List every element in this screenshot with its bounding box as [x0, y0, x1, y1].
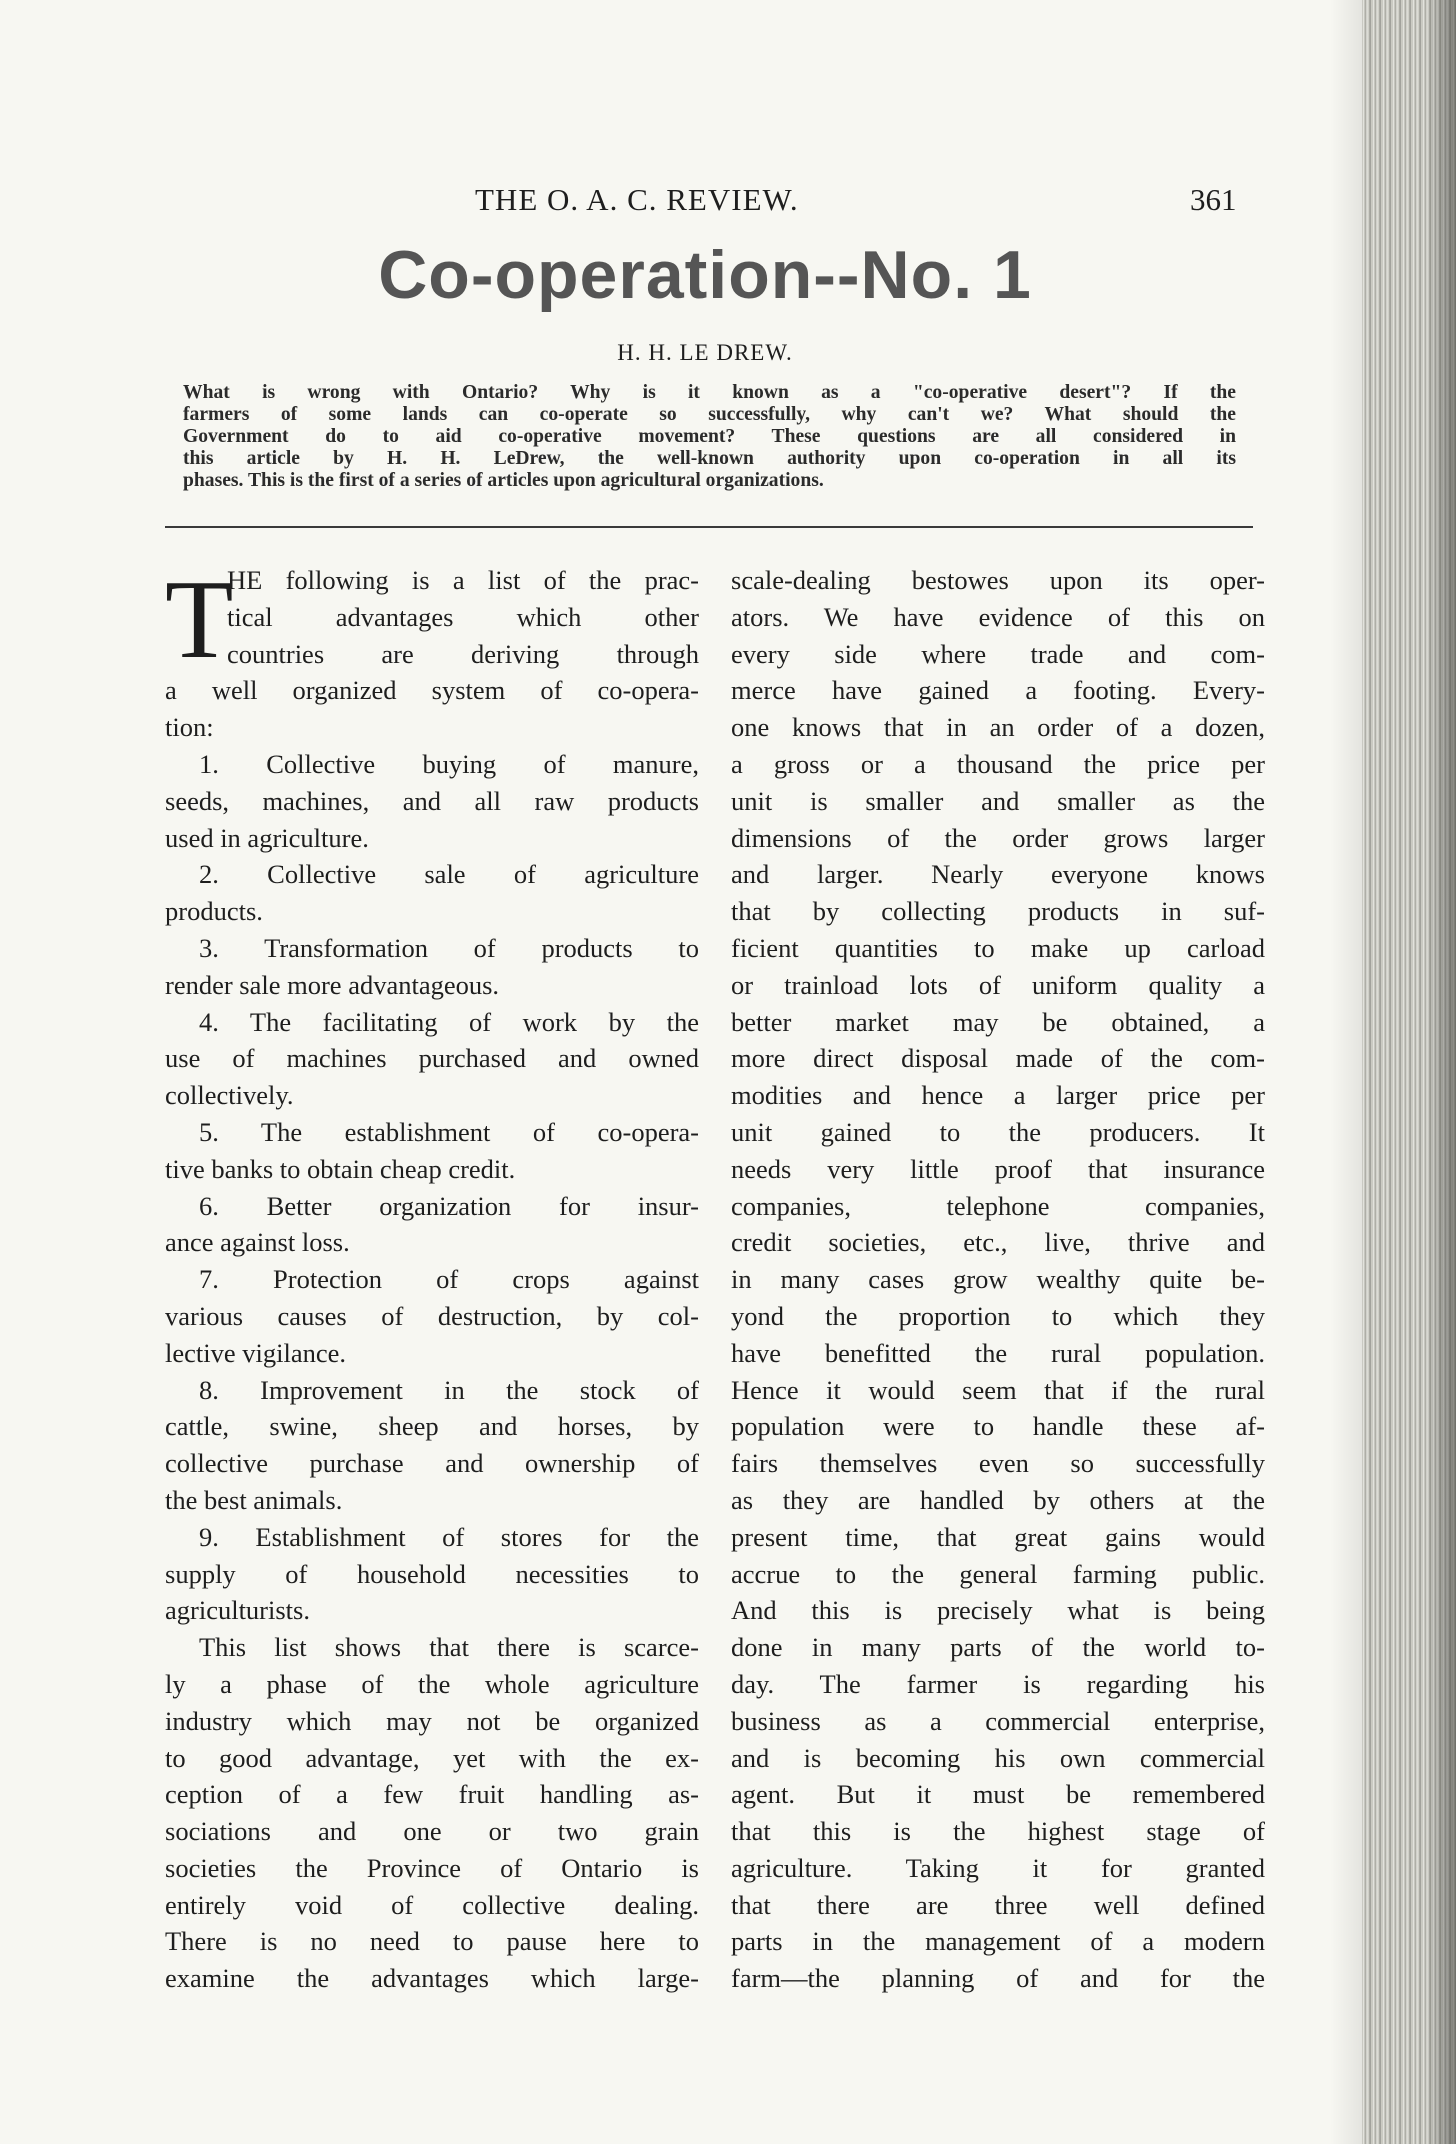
text-line: societies the Province of Ontario is [165, 1852, 699, 1883]
text-line: 3. Transformation of products to [199, 932, 699, 963]
text-line: in many cases grow wealthy quite be- [731, 1264, 1265, 1295]
text-line: 2. Collective sale of agriculture [199, 859, 699, 890]
horizontal-rule [165, 526, 1253, 528]
text-line: 6. Better organization for insur- [199, 1190, 699, 1221]
text-line: done in many parts of the world to- [731, 1632, 1265, 1663]
text-line: collective purchase and ownership of [165, 1448, 699, 1479]
article-title: Co-operation--No. 1 [378, 237, 1032, 313]
text-line: needs very little proof that insurance [731, 1153, 1265, 1184]
text-line: have benefitted the rural population. [731, 1337, 1265, 1368]
text-line: agriculturists. [165, 1595, 310, 1626]
text-line: use of machines purchased and owned [165, 1043, 699, 1074]
book-edge-shade [1426, 0, 1456, 2144]
text-line: day. The farmer is regarding his [731, 1668, 1265, 1699]
text-line: accrue to the general farming public. [731, 1558, 1265, 1589]
text-line: more direct disposal made of the com- [731, 1043, 1265, 1074]
text-line: parts in the management of a modern [731, 1926, 1265, 1957]
text-line: dimensions of the order grows larger [731, 822, 1265, 853]
text-line: lective vigilance. [165, 1337, 346, 1368]
page-number: 361 [1190, 182, 1237, 217]
text-line: products. [165, 896, 263, 927]
page-gutter-shadow [1330, 0, 1362, 2144]
article-intro [183, 382, 1236, 492]
text-line: 7. Protection of crops against [199, 1264, 699, 1295]
text-line: examine the advantages which large- [165, 1963, 699, 1994]
book-page-edges [1362, 0, 1456, 2144]
text-line: HE following is a list of the prac- [227, 565, 699, 595]
text-line: collectively. [165, 1080, 294, 1111]
text-line: fairs themselves even so successfully [731, 1448, 1265, 1479]
text-line: that by collecting products in suf- [731, 896, 1265, 927]
text-line: companies, telephone companies, [731, 1190, 1265, 1221]
text-line: merce have gained a footing. Every- [731, 675, 1265, 706]
text-line: various causes of destruction, by col- [165, 1300, 699, 1331]
intro-line: phases. This is the first of a series of articles upon agricultural organizations. [183, 470, 824, 491]
text-line: scale-dealing bestowes upon its oper- [731, 565, 1265, 595]
text-line: yond the proportion to which they [731, 1300, 1265, 1331]
text-line: to good advantage, yet with the ex- [165, 1742, 699, 1773]
text-line: and larger. Nearly everyone knows [731, 859, 1265, 890]
text-line: tive banks to obtain cheap credit. [165, 1153, 516, 1184]
text-line: 5. The establishment of co-opera- [199, 1116, 699, 1147]
text-line: This list shows that there is scarce- [199, 1632, 699, 1663]
text-line: better market may be obtained, a [731, 1006, 1265, 1037]
text-line: seeds, machines, and all raw products [165, 785, 699, 816]
text-line: that this is the highest stage of [731, 1816, 1265, 1847]
text-line: And this is precisely what is being [731, 1595, 1265, 1626]
text-line: and is becoming his own commercial [731, 1742, 1265, 1773]
text-line: every side where trade and com- [731, 638, 1265, 669]
text-line: ception of a few fruit handling as- [165, 1779, 699, 1810]
text-line: agriculture. Taking it for granted [731, 1852, 1265, 1883]
text-line: a gross or a thousand the price per [731, 748, 1265, 779]
left-column [165, 558, 699, 1997]
text-line: 9. Establishment of stores for the [199, 1521, 699, 1552]
intro-line: farmers of some lands can co-operate so successfully, why can't we? What should the [183, 404, 1236, 425]
text-line: as they are handled by others at the [731, 1484, 1265, 1515]
intro-line: Government do to aid co-operative movement? These questions are all considered in [183, 426, 1236, 447]
text-line: unit gained to the producers. It [731, 1116, 1265, 1147]
text-line: used in agriculture. [165, 822, 369, 853]
text-line: cattle, swine, sheep and horses, by [165, 1411, 699, 1442]
text-line: tion: [165, 712, 214, 743]
text-line: one knows that in an order of a dozen, [731, 712, 1265, 743]
text-line: ators. We have evidence of this on [731, 601, 1265, 632]
drop-cap: T [165, 558, 234, 682]
running-head: THE O. A. C. REVIEW. [475, 182, 799, 217]
text-line: sociations and one or two grain [165, 1816, 699, 1847]
text-line: present time, that great gains would [731, 1521, 1265, 1552]
text-line: ance against loss. [165, 1227, 350, 1258]
text-line: 8. Improvement in the stock of [199, 1374, 699, 1405]
text-line: There is no need to pause here to [165, 1926, 699, 1957]
text-line: population were to handle these af- [731, 1411, 1265, 1442]
text-line: modities and hence a larger price per [731, 1080, 1265, 1111]
intro-line: What is wrong with Ontario? Why is it known as a "co-operative desert"? If the [183, 382, 1236, 403]
text-line: Hence it would seem that if the rural [731, 1374, 1265, 1405]
text-line: agent. But it must be remembered [731, 1779, 1265, 1810]
text-line: industry which may not be organized [165, 1705, 699, 1736]
text-line: credit societies, etc., live, thrive and [731, 1227, 1265, 1258]
text-line: farm—the planning of and for the [731, 1963, 1265, 1994]
text-line: render sale more advantageous. [165, 969, 500, 1000]
right-column [731, 562, 1265, 1997]
intro-line: this article by H. H. LeDrew, the well-known authority upon co-operation in all its [183, 448, 1236, 469]
text-line: unit is smaller and smaller as the [731, 785, 1265, 816]
text-line: the best animals. [165, 1484, 343, 1515]
text-line: tical advantages which other [227, 601, 699, 632]
text-line: 1. Collective buying of manure, [199, 748, 699, 779]
text-line: business as a commercial enterprise, [731, 1705, 1265, 1736]
text-line: 4. The facilitating of work by the [199, 1006, 699, 1037]
text-line: ly a phase of the whole agriculture [165, 1668, 699, 1699]
text-line: a well organized system of co-opera- [165, 675, 699, 706]
text-line: ficient quantities to make up carload [731, 932, 1265, 963]
article-author: H. H. LE DREW. [617, 340, 793, 365]
text-line: that there are three well defined [731, 1889, 1265, 1920]
text-line: entirely void of collective dealing. [165, 1889, 699, 1920]
text-line: supply of household necessities to [165, 1558, 699, 1589]
text-line: countries are deriving through [227, 638, 699, 669]
text-line: or trainload lots of uniform quality a [731, 969, 1265, 1000]
